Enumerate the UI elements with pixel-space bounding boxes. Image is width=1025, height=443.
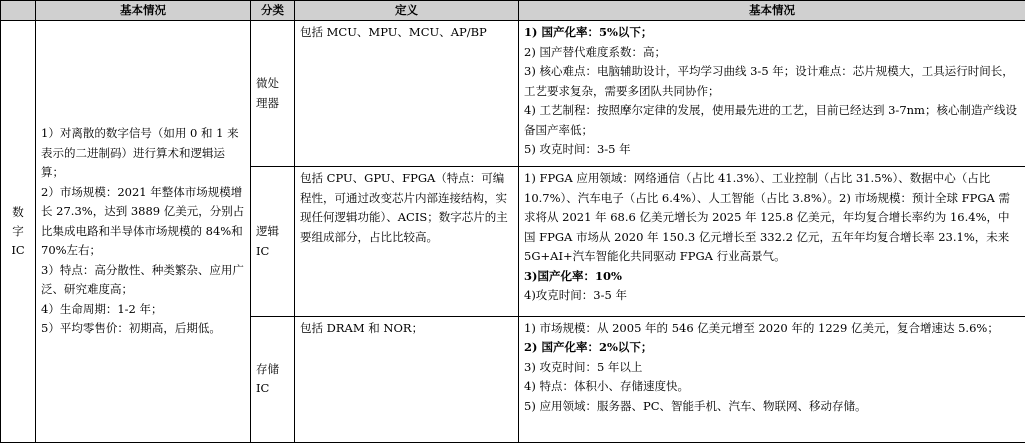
info-item: 3)国产化率：10% — [524, 268, 622, 283]
info-cell — [519, 167, 1025, 316]
basic-info-item: 4）生命周期：1-2 年； — [41, 301, 163, 316]
header-row — [1, 1, 1025, 21]
info-item: 4) 特点：体积小、存储速度快。 — [524, 379, 689, 394]
basic-info-item: 1）对离散的数字信号（如用 0 和 1 来表示的二进制码）进行算术和逻辑运算； — [41, 126, 239, 180]
header-type: 分类 — [251, 1, 295, 21]
header-definition: 定义 — [295, 1, 519, 21]
header-info: 基本情况 — [519, 1, 1025, 21]
info-item: 1) 市场规模：从 2005 年的 546 亿美元增至 2020 年的 1229 亿美元，复合增速达 5.6%； — [524, 320, 999, 335]
info-item: 5) 攻克时间：3-5 年 — [524, 142, 631, 156]
type-cell: 逻辑IC — [251, 167, 295, 316]
category-label: 数字IC — [11, 205, 25, 257]
info-cell — [519, 316, 1025, 442]
info-item: 4)攻克时间：3-5 年 — [524, 288, 627, 303]
info-item: 5) 应用领域：服务器、PC、智能手机、汽车、物联网、移动存储。 — [524, 398, 867, 413]
info-item: 3) 攻克时间：5 年以上 — [524, 359, 643, 374]
info-item: 1) FPGA 应用领域：网络通信（占比 41.3%）、工业控制（占比 31.5%）、数据中心（占比 10.7%）、汽车电子（占比 6.4%）、人工智能（占比 3.8%）。2) 市场规模：预计全球 FPGA 需求将从 2021 年 68.6 亿美元增长为 2025 年 125.8 亿美元，年均复合增长率约为 16.4%，中国 FPGA 市场从 2020 年 150.3 亿元增长至 332.2 亿元，五年年均复合增长率 23.1%，未来 5G+AI+汽车智能化共同驱动 FPGA 行业高景气。 — [524, 171, 1011, 264]
info-cell — [519, 21, 1025, 167]
header-basic: 基本情况 — [36, 1, 251, 21]
info-item: 3) 核心难点：电脑辅助设计，平均学习曲线 3-5 年；设计难点：芯片规模大，工具运行时间长，工艺要求复杂，需要多团队共同协作； — [524, 64, 1014, 98]
info-item: 1) 国产化率：5%以下； — [524, 25, 653, 39]
type-cell: 微处理器 — [251, 21, 295, 167]
header-blank — [1, 1, 36, 21]
info-item: 4) 工艺制程：按照摩尔定律的发展，使用最先进的工艺，目前已经达到 3-7nm；核心制造产线设备国产率低； — [524, 103, 1017, 137]
type-cell: 存储IC — [251, 316, 295, 442]
definition-cell: 包括 DRAM 和 NOR； — [295, 316, 519, 442]
basic-info-item: 2）市场规模：2021 年整体市场规模增长 27.3%，达到 3889 亿美元，分别占比集成电路和半导体市场规模的 84%和 70%左右； — [41, 184, 245, 258]
basic-info-item: 3）特点：高分散性、种类繁杂、应用广泛、研究难度高； — [41, 262, 244, 297]
basic-info-cell — [36, 21, 251, 443]
info-item: 2) 国产替代难度系数：高； — [524, 44, 666, 59]
category-cell — [1, 21, 36, 443]
definition-cell: 包括 MCU、MPU、MCU、AP/BP — [295, 21, 519, 167]
info-item: 2) 国产化率：2%以下； — [524, 340, 653, 355]
table-row — [1, 21, 1025, 167]
definition-cell: 包括 CPU、GPU、FPGA（特点：可编程性，可通过改变芯片内部连接结构，实现任何逻辑功能）、ACIS；数字芯片的主要组成部分，占比比较高。 — [295, 167, 519, 316]
basic-info-item: 5）平均零售价：初期高，后期低。 — [41, 321, 221, 336]
